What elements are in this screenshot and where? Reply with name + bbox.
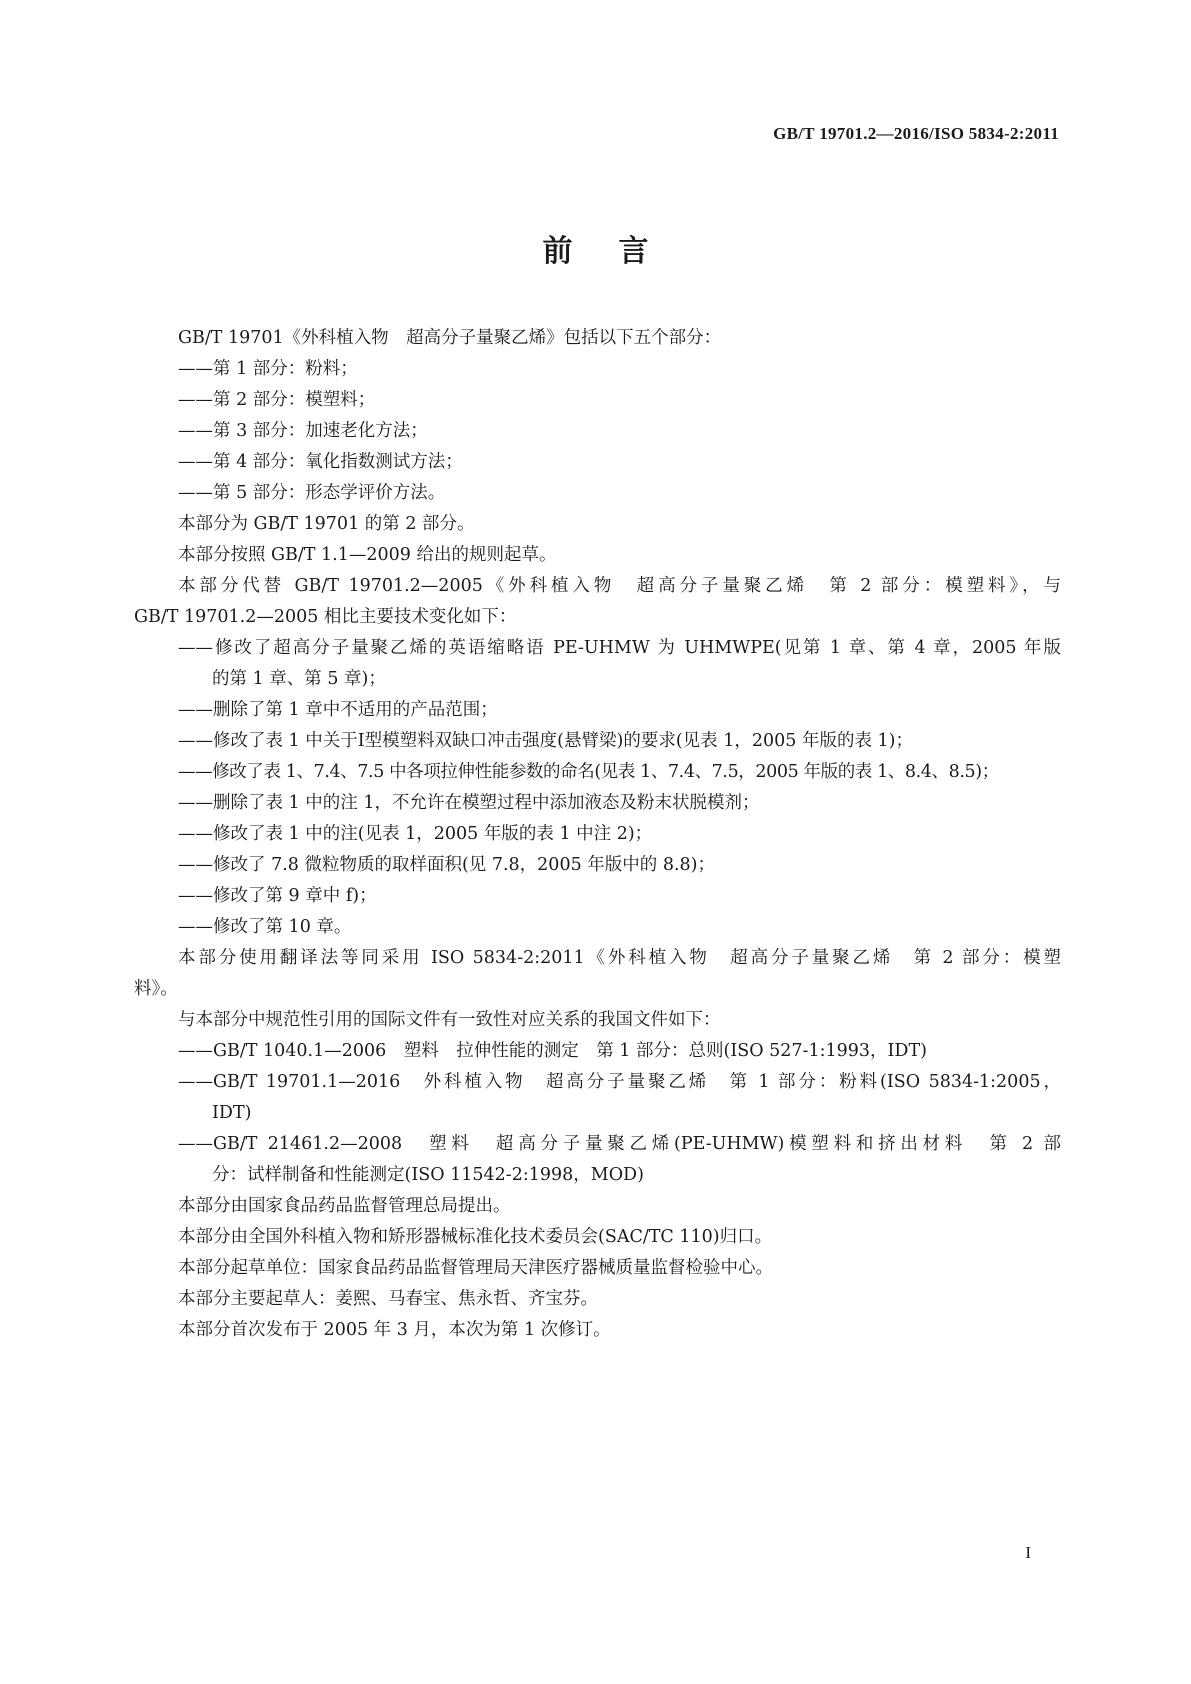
paragraph-line: GB/T 19701《外科植入物 超高分子量聚乙烯》包括以下五个部分：	[178, 328, 722, 348]
list-item: ——GB/T 19701.1—2016 外科植入物 超高分子量聚乙烯 第 1 部分：粉料(ISO 5834-1:2005，	[178, 1072, 1061, 1092]
list-item: ——修改了表 1、7.4、7.5 中各项拉伸性能参数的命名(见表 1、7.4、7.5，2005 年版的表 1、8.4、8.5)；	[178, 762, 999, 782]
list-item: ——GB/T 21461.2—2008 塑料 超高分子量聚乙烯(PE-UHMW)模塑料和挤出材料 第 2 部	[178, 1134, 1061, 1154]
paragraph-line: 料》。	[134, 979, 178, 999]
list-item: ——第 5 部分：形态学评价方法。	[178, 483, 446, 503]
paragraph-line: 本部分由全国外科植入物和矫形器械标准化技术委员会(SAC/TC 110)归口。	[178, 1227, 773, 1247]
paragraph-line: GB/T 19701.2—2005 相比主要技术变化如下：	[134, 607, 517, 627]
paragraph-line: 本部分首次发布于 2005 年 3 月，本次为第 1 次修订。	[178, 1320, 611, 1340]
list-item: ——修改了超高分子量聚乙烯的英语缩略语 PE-UHMW 为 UHMWPE(见第 1 章、第 4 章，2005 年版	[178, 638, 1061, 658]
list-item: ——第 4 部分：氧化指数测试方法；	[178, 452, 463, 472]
paragraph-line: 本部分起草单位：国家食品药品监督管理局天津医疗器械质量监督检验中心。	[178, 1258, 773, 1278]
list-item: ——删除了第 1 章中不适用的产品范围；	[178, 700, 498, 720]
paragraph-line: 本部分按照 GB/T 1.1—2009 给出的规则起草。	[178, 545, 557, 565]
list-item: ——修改了表 1 中关于Ⅰ型模塑料双缺口冲击强度(悬臂梁)的要求(见表 1，2005 年版的表 1)；	[178, 731, 913, 751]
list-item: ——GB/T 1040.1—2006 塑料 拉伸性能的测定 第 1 部分：总则(ISO 527-1:1993，IDT)	[178, 1041, 927, 1061]
list-item-continuation: 的第 1 章、第 5 章)；	[212, 669, 386, 689]
paragraph-line: 本部分主要起草人：姜熙、马春宝、焦永哲、齐宝芬。	[178, 1289, 598, 1309]
paragraph-line: 本部分代替 GB/T 19701.2—2005《外科植入物 超高分子量聚乙烯 第 2 部分：模塑料》，与	[178, 576, 1061, 596]
paragraph-line: 与本部分中规范性引用的国际文件有一致性对应关系的我国文件如下：	[178, 1010, 721, 1030]
list-item: ——第 1 部分：粉料；	[178, 359, 358, 379]
page-number: I	[1025, 1543, 1031, 1562]
document-code: GB/T 19701.2—2016/ISO 5834-2:2011	[773, 124, 1059, 143]
paragraph-line: 本部分为 GB/T 19701 的第 2 部分。	[178, 514, 475, 534]
list-item: ——第 2 部分：模塑料；	[178, 390, 376, 410]
list-item-continuation: IDT)	[212, 1103, 252, 1123]
list-item: ——修改了第 9 章中 f)；	[178, 886, 377, 906]
list-item: ——修改了 7.8 微粒物质的取样面积(见 7.8，2005 年版中的 8.8)；	[178, 855, 715, 875]
list-item: ——修改了第 10 章。	[178, 917, 352, 937]
list-item: ——第 3 部分：加速老化方法；	[178, 421, 428, 441]
list-item-continuation: 分：试样制备和性能测定(ISO 11542-2:1998，MOD)	[212, 1165, 644, 1185]
paragraph-line: 本部分由国家食品药品监督管理总局提出。	[178, 1196, 511, 1216]
page-title: 前言	[542, 234, 695, 269]
paragraph-line: 本部分使用翻译法等同采用 ISO 5834-2:2011《外科植入物 超高分子量聚乙烯 第 2 部分：模塑	[178, 948, 1061, 968]
foreword-body	[134, 323, 1061, 1346]
list-item: ——删除了表 1 中的注 1，不允许在模塑过程中添加液态及粉末状脱模剂；	[178, 793, 760, 813]
list-item: ——修改了表 1 中的注(见表 1，2005 年版的表 1 中注 2)；	[178, 824, 653, 844]
